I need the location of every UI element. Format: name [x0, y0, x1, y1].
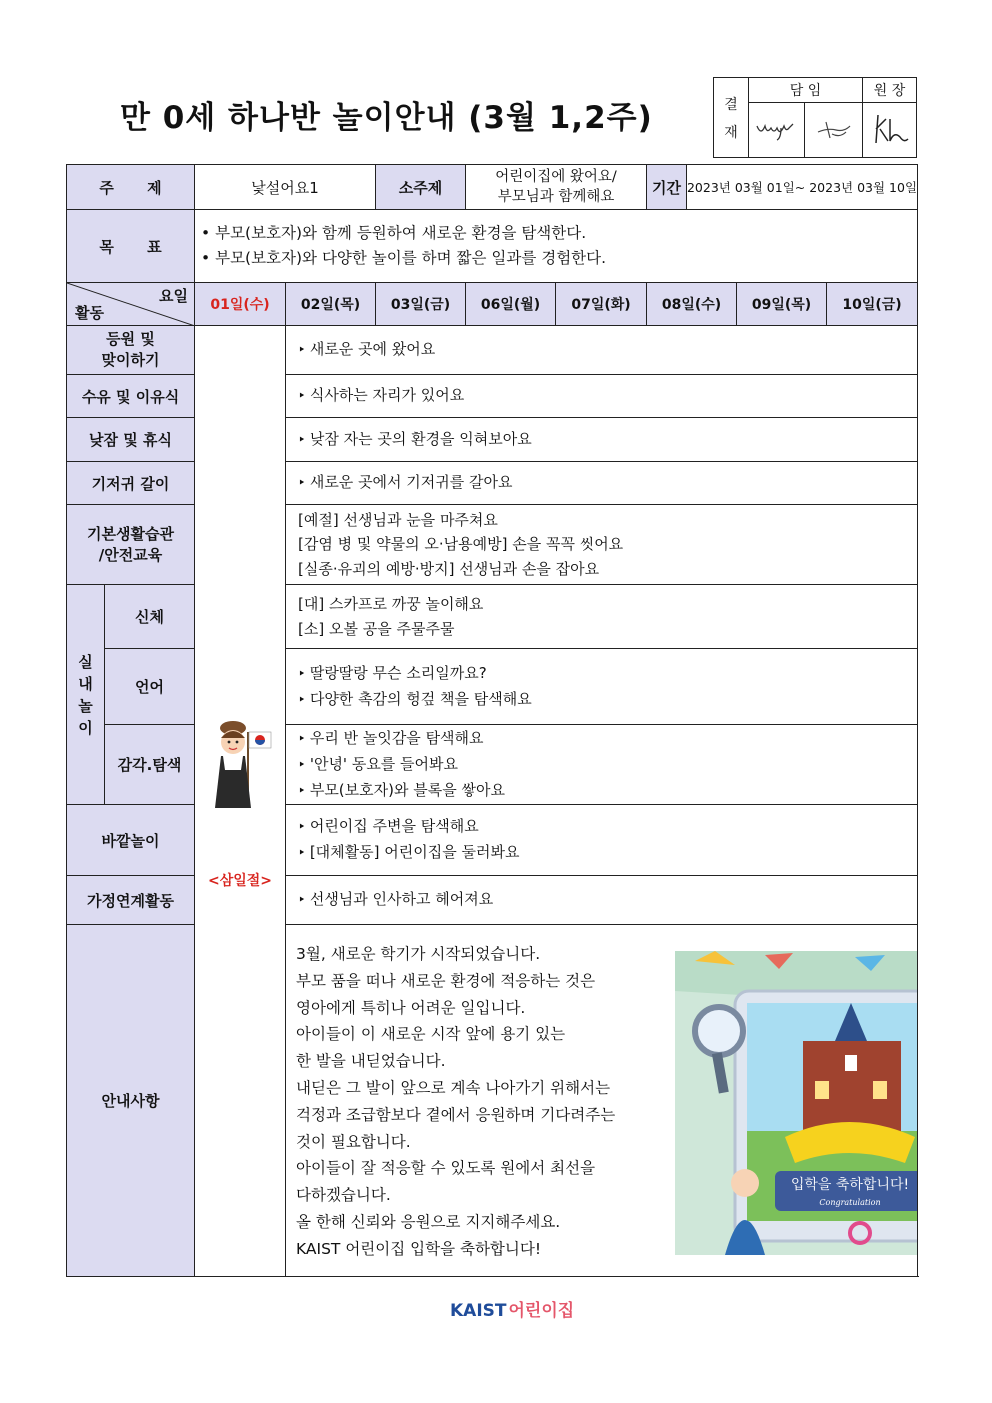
outdoor-activity: ‣ 어린이집 주변을 탐색해요 ‣ [대체활동] 어린이집을 둘러봐요	[286, 805, 918, 876]
plan-table	[66, 164, 918, 1277]
day-header: 08일(수)	[647, 283, 737, 326]
ribbon-text: Congratulation	[819, 1198, 881, 1207]
teacher-label: 담 임	[749, 78, 863, 103]
meal-label: 수유 및 이유식	[67, 375, 195, 418]
kaist-daycare-logo: KAIST 어린이집	[450, 1301, 575, 1321]
nap-label: 낮잠 및 휴식	[67, 418, 195, 462]
holiday-cell	[195, 326, 286, 1277]
theme-label: 주 제	[67, 165, 195, 210]
sensory-label: 감각.탐색	[105, 725, 195, 805]
period-value: 2023년 03월 01일~ 2023년 03월 10일	[686, 180, 918, 195]
notice-label: 안내사항	[67, 925, 195, 1277]
meal-activity: ‣ 식사하는 자리가 있어요	[286, 375, 918, 418]
goal-item: • 부모(보호자)와 다양한 놀이를 하며 짧은 일과를 경험한다.	[201, 249, 607, 267]
body-label: 신체	[105, 585, 195, 649]
approval-label: 결 재	[714, 78, 749, 158]
home-activity: ‣ 선생님과 인사하고 헤어져요	[286, 876, 918, 925]
entrance-congratulation-illustration	[675, 951, 918, 1255]
banner-text: 입학을 축하합니다!	[790, 1177, 910, 1193]
indoor-play-label: 실 내 놀 이	[67, 585, 105, 805]
subtheme-value: 어린이집에 왔어요/ 부모님과 함께해요	[466, 165, 647, 210]
habits-label: 기본생활습관 /안전교육	[67, 505, 195, 585]
goal-label: 목 표	[67, 210, 195, 283]
day-header: 07일(화)	[556, 283, 647, 326]
day-header: 03일(금)	[376, 283, 466, 326]
notice-cell	[286, 925, 918, 1277]
day-activity-corner: 요일 활동	[67, 283, 195, 326]
theme-value: 낯설어요1	[195, 165, 376, 210]
language-label: 언어	[105, 649, 195, 725]
sensory-activity: ‣ 우리 반 놀잇감을 탐색해요 ‣ '안녕' 동요를 들어봐요 ‣ 부모(보호자)와 블록을 쌓아요	[286, 725, 918, 805]
day-header: 10일(금)	[827, 283, 918, 326]
goal-list	[195, 210, 918, 283]
subtheme-label: 소주제	[376, 165, 466, 210]
day-header: 01일(수)	[195, 283, 286, 326]
period-cell	[647, 165, 918, 210]
approval-box	[713, 77, 917, 158]
day-header: 02일(목)	[286, 283, 376, 326]
arrival-label: 등원 및 맞이하기	[67, 326, 195, 375]
language-activity: ‣ 딸랑딸랑 무슨 소리일까요? ‣ 다양한 촉감의 헝겊 책을 탐색해요	[286, 649, 918, 725]
holiday-illustration	[205, 712, 275, 822]
outdoor-label: 바깥놀이	[67, 805, 195, 876]
day-header: 09일(목)	[737, 283, 827, 326]
page-title: 만 0세 하나반 놀이안내 (3월 1,2주)	[120, 100, 653, 136]
teacher-signature-2	[805, 103, 863, 158]
teacher-signature-1	[749, 103, 805, 158]
nap-activity: ‣ 낮잠 자는 곳의 환경을 익혀보아요	[286, 418, 918, 462]
period-label: 기간	[647, 165, 687, 209]
notice-text: 3월, 새로운 학기가 시작되었습니다. 부모 품을 떠나 새로운 환경에 적응하는 것은 영아에게 특히나 어려운 일입니다. 아이들이 이 새로운 시작 앞에 용기 있는 한 발을 내딛었습니다. 내딛은 그 발이 앞으로 계속 나아가기 위해서는 걱정과 조급함보다 곁에서 응원하며 기다려주는 것이 필요합니다. 아이들이 잘 적응할 수 있도록 원에서 최선을 다하겠습니다. 올 한해 신뢰와 응원으로 지지해주세요. KAIST 어린이집 입학을 축하합니다!	[296, 945, 616, 1258]
diaper-label: 기저귀 갈이	[67, 462, 195, 505]
home-label: 가정연계활동	[67, 876, 195, 925]
habits-activity: [예절] 선생님과 눈을 마주쳐요 [감염 병 및 약물의 오·남용예방] 손을 꼭꼭 씻어요 [실종·유괴의 예방·방지] 선생님과 손을 잡아요	[286, 505, 918, 585]
body-activity: [대] 스카프로 까꿍 놀이해요 [소] 오볼 공을 주물주물	[286, 585, 918, 649]
day-header: 06일(월)	[466, 283, 556, 326]
goal-item: • 부모(보호자)와 함께 등원하여 새로운 환경을 탐색한다.	[201, 224, 587, 242]
director-signature	[863, 103, 917, 158]
diaper-activity: ‣ 새로운 곳에서 기저귀를 갈아요	[286, 462, 918, 505]
director-label: 원 장	[863, 78, 917, 103]
arrival-activity: ‣ 새로운 곳에 왔어요	[286, 326, 918, 375]
holiday-label: <삼일절>	[207, 873, 273, 889]
